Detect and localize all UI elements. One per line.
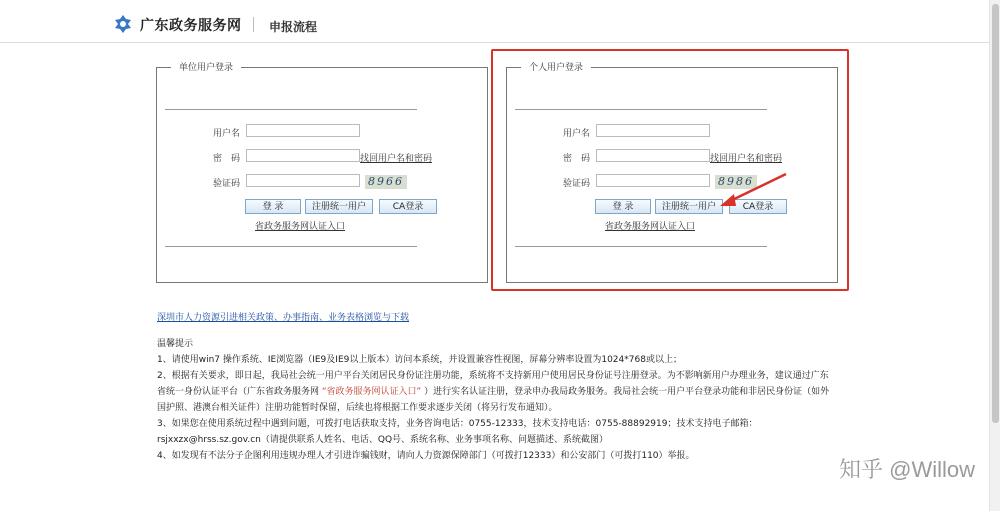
tips-section xyxy=(157,336,837,464)
header-divider xyxy=(253,17,254,32)
unit-gov-auth-link[interactable]: 省政务服务网认证入口 xyxy=(255,222,346,232)
personal-login-legend: 个人用户登录 xyxy=(521,60,591,73)
tips-title: 温馨提示 xyxy=(157,339,194,349)
unit-username-input[interactable] xyxy=(246,124,360,137)
unit-forgot-link[interactable]: 找回用户名和密码 xyxy=(360,154,433,164)
username-label: 用户名 xyxy=(563,129,591,139)
password-label: 密 码 xyxy=(563,154,591,164)
tip-item-2-text-a: 2、根据有关要求，即日起，我局社会统一用户平台关闭居民身份证注册功能，系统将不支持新用户使用居民身份证号注册登录。为不影响新用户办理业务，建议通过广东省统一身份认证平台（广东省政务服务网 xyxy=(157,371,829,397)
gov-logo-icon xyxy=(113,14,133,34)
watermark: 知乎 @Willow xyxy=(839,457,975,482)
page-header xyxy=(0,0,990,43)
annotation-arrow-icon xyxy=(718,170,790,210)
vertical-scrollbar[interactable] xyxy=(989,0,1000,511)
captcha-label: 验证码 xyxy=(563,179,591,189)
flow-title[interactable]: 申报流程 xyxy=(269,20,318,34)
tip-item-3: 3、如果您在使用系统过程中遇到问题，可拨打电话获取支持，业务咨询电话：0755-12333，技术支持电话：0755-88892919；技术支持电子邮箱：rsjxxzx@hrss.sz.gov.cn（请提供联系人姓名、电话、QQ号、系统名称、业务事项名称、问题描述、系统截图） xyxy=(157,419,758,445)
unit-login-button[interactable]: 登 录 xyxy=(245,199,301,214)
site-title[interactable]: 广东政务服务网 xyxy=(140,18,242,34)
password-label: 密 码 xyxy=(213,154,241,164)
unit-login-legend: 单位用户登录 xyxy=(171,60,241,73)
personal-ca-login-button[interactable]: CA登录 xyxy=(729,199,787,214)
unit-password-input[interactable] xyxy=(246,149,360,162)
username-label: 用户名 xyxy=(213,129,241,139)
unit-register-button[interactable]: 注册统一用户 xyxy=(305,199,373,214)
unit-captcha-input[interactable] xyxy=(246,174,360,187)
annotation-highlight-box xyxy=(491,49,849,291)
tip-item-1: 1、请使用win7 操作系统、IE浏览器（IE9及IE9以上版本）访问本系统，并设置兼容性视图，屏幕分辨率设置为1024*768或以上； xyxy=(157,355,682,365)
tip-item-2 xyxy=(157,368,837,416)
tip-item-2-highlight: “省政务服务网认证入口” xyxy=(321,387,422,397)
unit-login-box xyxy=(156,63,488,283)
captcha-label: 验证码 xyxy=(213,179,241,189)
tip-item-4: 4、如发现有不法分子企图利用违规办理人才引进诈骗钱财，请向人力资源保障部门（可拨打12333）和公安部门（可拨打110）举报。 xyxy=(157,451,695,461)
divider xyxy=(165,109,417,110)
personal-gov-auth-link[interactable]: 省政务服务网认证入口 xyxy=(605,222,696,232)
personal-login-button[interactable]: 登 录 xyxy=(595,199,651,214)
divider xyxy=(165,246,417,247)
scrollbar-thumb[interactable] xyxy=(992,4,999,423)
unit-captcha-image[interactable]: 8966 xyxy=(365,175,407,189)
personal-forgot-link[interactable]: 找回用户名和密码 xyxy=(710,154,783,164)
personal-register-button[interactable]: 注册统一用户 xyxy=(655,199,723,214)
personal-captcha-image[interactable]: 8986 xyxy=(715,175,757,189)
unit-ca-login-button[interactable]: CA登录 xyxy=(379,199,437,214)
policy-download-link[interactable]: 深圳市人力资源引进相关政策、办事指南、业务表格浏览与下载 xyxy=(157,313,410,323)
tip-item-2-text-b: ）进行实名认证注册，登录申办我局政务服务。我局社会统一用户平台登录功能和非居民身份证（如外国护照、港澳台相关证件）注册功能暂时保留，后续也将根据工作要求逐步关闭（将另行发布通知）。 xyxy=(157,387,830,413)
